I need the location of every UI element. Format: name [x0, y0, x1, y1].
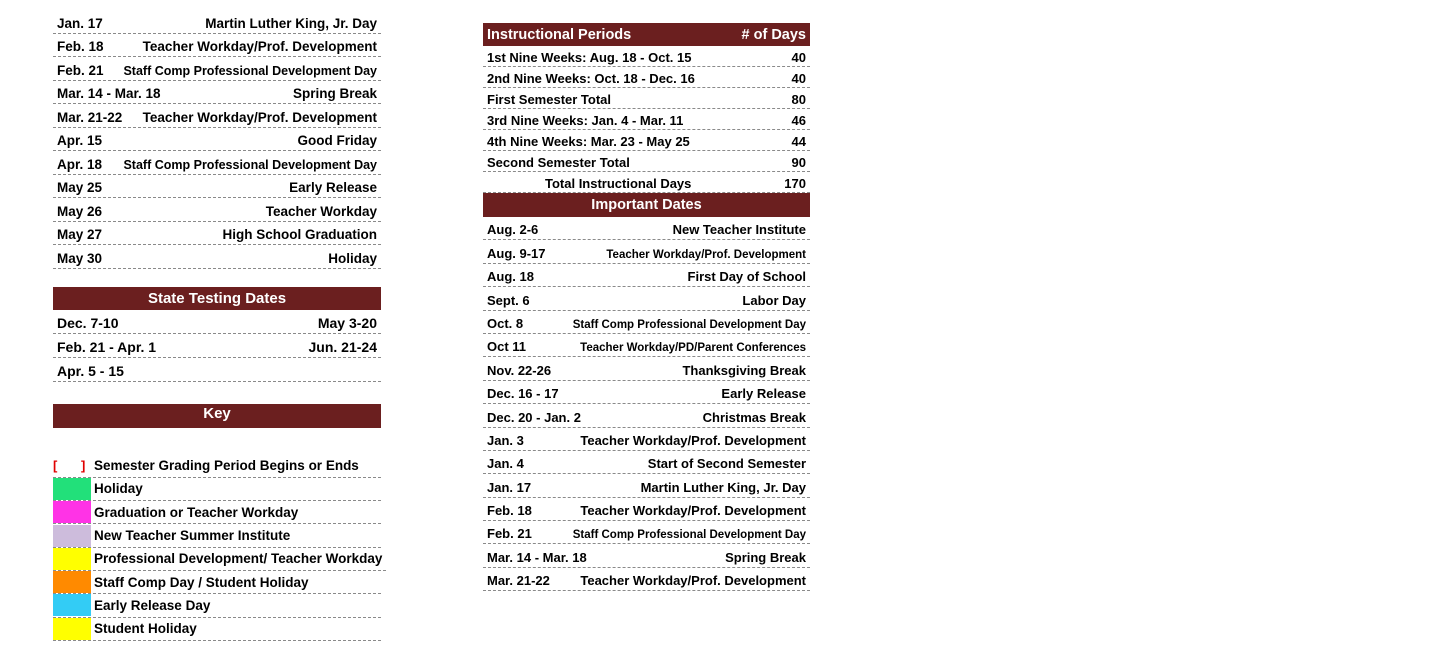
important-date: Dec. 16 - 17 [487, 386, 559, 402]
important-date-row [483, 287, 810, 310]
important-date: Jan. 3 [487, 432, 524, 448]
instructional-days: 80 [791, 92, 806, 107]
instructional-row [483, 172, 810, 193]
important-event: Teacher Workday/Prof. Development [580, 432, 806, 448]
important-date: Feb. 21 [487, 526, 532, 542]
left-event-list [53, 10, 381, 269]
important-date: Aug. 9-17 [487, 245, 546, 261]
event-name: Early Release [289, 180, 377, 195]
event-date: May 27 [57, 227, 103, 242]
event-date: Apr. 18 [57, 156, 103, 172]
important-date-row [483, 240, 810, 263]
testing-date-right: Jun. 21-24 [308, 338, 377, 355]
important-date-row [483, 404, 810, 427]
instructional-header-label: Instructional Periods [487, 26, 632, 43]
important-event: New Teacher Institute [672, 222, 806, 238]
important-date: Dec. 20 - Jan. 2 [487, 409, 581, 425]
important-date-row [483, 498, 810, 521]
instructional-period: Total Instructional Days [545, 176, 692, 191]
important-event: Teacher Workday/Prof. Development [580, 573, 806, 589]
key-label: Staff Comp Day / Student Holiday [94, 574, 309, 590]
important-date-row [483, 451, 810, 474]
event-row [53, 104, 381, 128]
key-item [53, 478, 381, 501]
important-event: Labor Day [742, 292, 806, 308]
event-row [53, 57, 381, 81]
instructional-period: 1st Nine Weeks: Aug. 18 - Oct. 15 [487, 50, 692, 65]
event-name: Teacher Workday/Prof. Development [142, 39, 377, 54]
key-color-swatch [53, 594, 91, 616]
key-title: Key [203, 405, 231, 422]
important-date-row [483, 357, 810, 380]
state-testing-header [53, 287, 381, 310]
key-label: Holiday [94, 481, 143, 497]
important-dates-list [483, 217, 810, 591]
important-event: Thanksgiving Break [682, 362, 806, 378]
key-item [53, 548, 386, 571]
important-date-row [483, 217, 810, 240]
left-column [53, 10, 381, 641]
key-color-swatch [53, 478, 91, 500]
key-item [53, 501, 381, 524]
state-testing-list [53, 310, 381, 382]
key-item [53, 455, 381, 478]
instructional-days: 90 [791, 155, 806, 170]
event-row [53, 34, 381, 58]
key-item [53, 571, 381, 594]
important-date-row [483, 334, 810, 357]
instructional-row [483, 109, 810, 130]
testing-row [53, 358, 381, 382]
testing-date-right: May 3-20 [317, 314, 377, 331]
event-row [53, 151, 381, 175]
important-date-row [483, 568, 810, 591]
important-event: First Day of School [687, 269, 806, 285]
instructional-days: 46 [791, 113, 806, 128]
important-date: Aug. 2-6 [487, 222, 539, 238]
event-name: Holiday [328, 250, 377, 266]
instructional-days: 44 [791, 134, 806, 149]
grading-bracket-icon: [ ] [53, 458, 96, 474]
event-name: High School Graduation [222, 227, 377, 242]
instructional-row [483, 130, 810, 151]
event-date: May 25 [57, 180, 103, 195]
important-date: Oct. 8 [487, 315, 524, 331]
event-date: Jan. 17 [57, 15, 103, 31]
instructional-period: 2nd Nine Weeks: Oct. 18 - Dec. 16 [487, 71, 695, 86]
right-column [483, 23, 810, 591]
instructional-list [483, 46, 810, 193]
important-date: Feb. 18 [487, 503, 532, 519]
important-event: Staff Comp Professional Development Day [572, 318, 806, 331]
key-label: New Teacher Summer Institute [94, 528, 291, 544]
important-event: Spring Break [725, 549, 806, 565]
instructional-days: 40 [791, 50, 806, 65]
important-event: Christmas Break [702, 409, 806, 425]
key-label: Semester Grading Period Begins or Ends [94, 458, 359, 474]
important-date-row [483, 544, 810, 567]
instructional-days: 170 [784, 176, 806, 191]
instructional-header [483, 23, 810, 46]
important-dates-title: Important Dates [591, 197, 702, 213]
event-name: Spring Break [292, 86, 377, 101]
event-row [53, 198, 381, 222]
instructional-period: 3rd Nine Weeks: Jan. 4 - Mar. 11 [487, 113, 684, 128]
event-name: Teacher Workday/Prof. Development [142, 109, 377, 125]
key-list [53, 455, 381, 641]
event-row [53, 81, 381, 105]
important-date-row [483, 264, 810, 287]
instructional-period: First Semester Total [487, 92, 612, 107]
event-row [53, 10, 381, 34]
event-name: Good Friday [297, 133, 377, 148]
important-event: Early Release [721, 386, 806, 402]
event-row [53, 222, 381, 246]
testing-date-left: Dec. 7-10 [57, 314, 119, 331]
important-date: Sept. 6 [487, 292, 530, 308]
instructional-period: 4th Nine Weeks: Mar. 23 - May 25 [487, 134, 690, 149]
important-date: Oct 11 [487, 339, 527, 355]
event-name: Staff Comp Professional Development Day [123, 157, 377, 172]
event-row [53, 175, 381, 199]
instructional-row [483, 67, 810, 88]
state-testing-title: State Testing Dates [147, 289, 287, 307]
key-label: Early Release Day [94, 597, 211, 613]
important-event: Staff Comp Professional Development Day [572, 529, 806, 542]
event-row [53, 245, 381, 269]
important-date-row [483, 428, 810, 451]
important-event: Teacher Workday/Prof. Development [606, 248, 806, 261]
key-color-swatch [53, 618, 91, 640]
important-event: Start of Second Semester [647, 456, 806, 472]
event-date: May 26 [57, 203, 103, 219]
key-color-swatch [53, 501, 91, 523]
important-date-row [483, 521, 810, 544]
important-date: Mar. 14 - Mar. 18 [487, 549, 587, 565]
important-event: Teacher Workday/PD/Parent Conferences [580, 342, 806, 355]
testing-row [53, 310, 381, 334]
instructional-period: Second Semester Total [487, 155, 630, 170]
event-date: Mar. 21-22 [57, 109, 123, 125]
key-color-swatch [53, 548, 91, 570]
instructional-row [483, 46, 810, 67]
event-date: Mar. 14 - Mar. 18 [57, 86, 161, 101]
key-label: Graduation or Teacher Workday [94, 504, 299, 520]
key-item [53, 524, 381, 547]
important-event: Teacher Workday/Prof. Development [580, 503, 806, 519]
key-label: Professional Development/ Teacher Workday [94, 551, 383, 567]
key-item [53, 594, 381, 617]
instructional-header-days: # of Days [741, 26, 806, 43]
event-date: May 30 [57, 250, 103, 266]
key-header [53, 404, 381, 428]
instructional-row [483, 88, 810, 109]
event-row [53, 128, 381, 152]
important-date: Jan. 17 [487, 479, 532, 495]
key-item [53, 618, 381, 641]
key-label: Student Holiday [94, 621, 197, 637]
event-name: Martin Luther King, Jr. Day [205, 15, 377, 31]
key-color-swatch [53, 571, 91, 593]
testing-row [53, 334, 381, 358]
testing-date-left: Apr. 5 - 15 [57, 362, 124, 379]
event-date: Feb. 18 [57, 39, 104, 54]
important-date: Mar. 21-22 [487, 573, 550, 589]
important-date-row [483, 381, 810, 404]
important-date: Jan. 4 [487, 456, 524, 472]
important-event: Martin Luther King, Jr. Day [640, 479, 806, 495]
testing-date-left: Feb. 21 - Apr. 1 [57, 338, 157, 355]
event-date: Feb. 21 [57, 62, 104, 78]
event-name: Teacher Workday [265, 203, 377, 219]
event-name: Staff Comp Professional Development Day [123, 63, 377, 78]
important-date-row [483, 311, 810, 334]
important-date: Nov. 22-26 [487, 362, 552, 378]
event-date: Apr. 15 [57, 133, 103, 148]
key-color-swatch [53, 525, 91, 547]
important-date-row [483, 474, 810, 497]
instructional-row [483, 151, 810, 172]
important-dates-header [483, 193, 810, 217]
important-date: Aug. 18 [487, 269, 534, 285]
instructional-days: 40 [791, 71, 806, 86]
